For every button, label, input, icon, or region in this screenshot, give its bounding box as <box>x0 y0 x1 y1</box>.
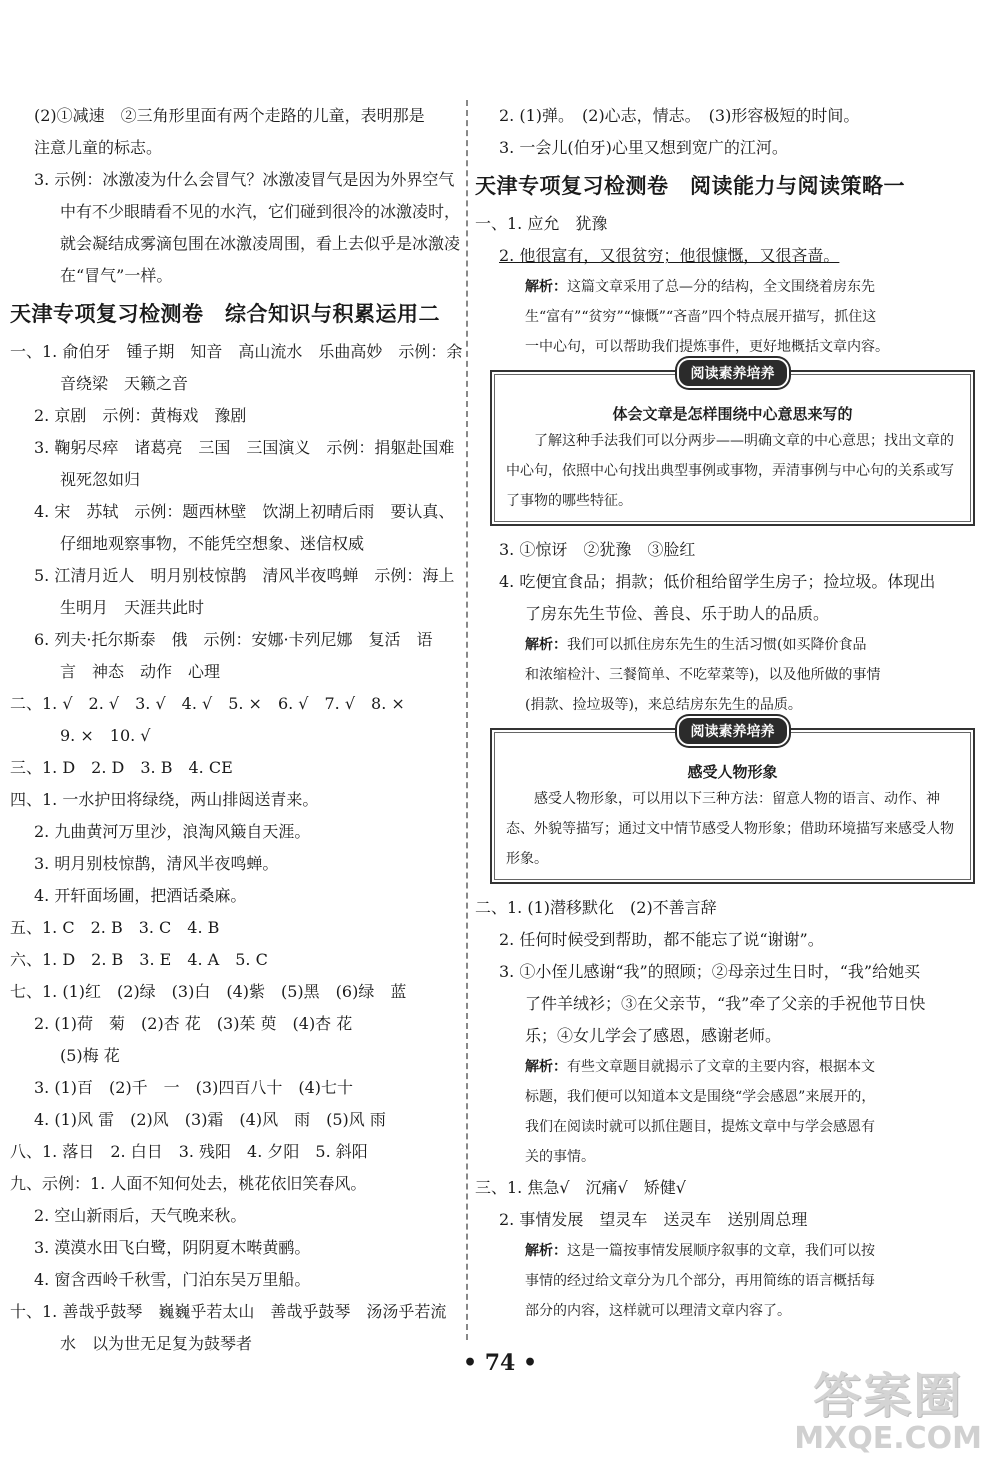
answer-line: 二、1. (1)潜移默化 (2)不善言辞 <box>475 898 717 917</box>
tip-body: 了解这种手法我们可以分两步——明确文章的中心意思；找出文章的中心句，依照中心句找出典型事例或事物，弄清事例与中心句的关系或写了事物的哪些特征。 <box>506 433 954 509</box>
answer-line: 了房东先生节俭、善良、乐于助人的品质。 <box>525 604 830 623</box>
answer-line: 3. 漠漠水田飞白鹭，阴阴夏木啭黄鹂。 <box>34 1238 311 1257</box>
watermark-logo: 答案圈 <box>813 1368 964 1424</box>
answer-line <box>475 240 990 272</box>
answer-line: 乐；④女儿学会了感恩，感谢老师。 <box>525 1026 782 1045</box>
answer-line: 3. 鞠躬尽瘁 诸葛亮 三国 三国演义 示例：捐躯赴国难 <box>34 438 455 457</box>
answer-line: 八、1. 落日 2. 白日 3. 残阳 4. 夕阳 5. 斜阳 <box>10 1142 368 1161</box>
answer-line: 二、1. √ 2. √ 3. √ 4. √ 5. × 6. √ 7. √ 8. × <box>10 694 405 713</box>
answer-line: 2. 空山新雨后，天气晚来秋。 <box>34 1206 247 1225</box>
answer-line: 四、1. 一水护田将绿绕，两山排闼送青来。 <box>10 790 319 809</box>
analysis-line: 部分的内容，这样就可以理清文章内容了。 <box>525 1303 791 1319</box>
answer-line: (5)梅 花 <box>60 1046 120 1065</box>
answer-line: 了件羊绒衫；③在父亲节，“我”牵了父亲的手祝他节日快 <box>525 994 926 1013</box>
answer-line: 3. ①惊讶 ②犹豫 ③脸红 <box>499 540 696 559</box>
answer-line: 一、1. 应允 犹豫 <box>475 214 608 233</box>
tip-body: 感受人物形象，可以用以下三种方法：留意人物的语言、动作、神态、外貌等描写；通过文中情节感受人物形象；借助环境描写来感受人物形象。 <box>506 791 954 867</box>
text-line: 就会凝结成雾滴包围在冰激凌周围，看上去似乎是冰激凌 <box>60 234 461 253</box>
analysis-line <box>475 630 990 660</box>
page-number: • 74 • <box>462 1350 538 1376</box>
analysis-line: (捐款、捡垃圾等)，来总结房东先生的品质。 <box>525 697 802 713</box>
answer-line: 九、示例：1. 人面不知何处去，桃花依旧笑春风。 <box>10 1174 367 1193</box>
answer-line: 言 神态 动作 心理 <box>60 662 221 681</box>
analysis-text: 我们可以抓住房东先生的生活习惯(如买降价食品 <box>567 637 867 653</box>
answer-line: 4. 宋 苏轼 示例：题西林壁 饮湖上初晴后雨 要认真、 <box>34 502 455 521</box>
column-divider <box>466 100 468 1340</box>
answer-line: 仔细地观察事物，不能凭空想象、迷信权威 <box>60 534 365 553</box>
tip-badge: 阅读素养培养 <box>677 358 789 388</box>
analysis-line: 一中心句，可以帮助我们提炼事件，更好地概括文章内容。 <box>525 339 889 355</box>
answer-line: 2. 九曲黄河万里沙，浪淘风簸自天涯。 <box>34 822 311 841</box>
answer-line: 9. × 10. √ <box>60 726 151 745</box>
answer-line: 三、1. D 2. D 3. B 4. CE <box>10 758 233 777</box>
tip-box <box>490 366 975 526</box>
analysis-line <box>475 1052 990 1082</box>
analysis-label: 解析： <box>525 1059 567 1075</box>
answer-line: 三、1. 焦急√ 沉痛√ 矫健√ <box>475 1178 686 1197</box>
answer-line: 4. 开轩面场圃，把酒话桑麻。 <box>34 886 247 905</box>
answer-line: 6. 列夫·托尔斯泰 俄 示例：安娜·卡列尼娜 复活 语 <box>34 630 433 649</box>
analysis-line <box>475 272 990 302</box>
analysis-line: 事情的经过给文章分为几个部分，再用简练的语言概括每 <box>525 1273 875 1289</box>
analysis-label: 解析： <box>525 637 567 653</box>
text-line: 2. (1)弹。 (2)心志，情志。 (3)形容极短的时间。 <box>499 106 860 125</box>
analysis-text: 有些文章题目就揭示了文章的主要内容，根据本文 <box>567 1059 875 1075</box>
text-line: 注意儿童的标志。 <box>34 138 163 157</box>
answer-line: 5. 江清月近人 明月别枝惊鹊 清风半夜鸣蝉 示例：海上 <box>34 566 455 585</box>
tip-box <box>490 724 975 884</box>
answer-line: 音绕梁 天籁之音 <box>60 374 189 393</box>
tip-title: 感受人物形象 <box>687 763 778 781</box>
answer-line: 4. 吃便宜食品；捐款；低价租给留学生房子；捡垃圾。体现出 <box>499 572 936 591</box>
underlined-answer: 2. 他很富有，又很贫穷；他很慷慨，又很吝啬。 <box>499 246 840 265</box>
answer-line: 3. ①小侄儿感谢“我”的照顾；②母亲过生日时，“我”给她买 <box>499 962 921 981</box>
left-column <box>10 100 463 1360</box>
answer-line: 3. (1)百 (2)千 一 (3)四百八十 (4)七十 <box>34 1078 354 1097</box>
analysis-text: 这是一篇按事情发展顺序叙事的文章，我们可以按 <box>567 1243 875 1259</box>
tip-badge: 阅读素养培养 <box>677 716 789 746</box>
text-line: 中有不少眼睛看不见的水汽，它们碰到很冷的冰激凌时， <box>60 202 461 221</box>
section-heading: 天津专项复习检测卷 综合知识与积累运用二 <box>10 301 440 326</box>
answer-line: 五、1. C 2. B 3. C 4. B <box>10 918 220 937</box>
text-line: 3. 一会儿(伯牙)心里又想到宽广的江河。 <box>499 138 788 157</box>
answer-line: 视死忽如归 <box>60 470 141 489</box>
analysis-line <box>475 1236 990 1266</box>
right-column <box>475 100 990 1326</box>
answer-line: 七、1. (1)红 (2)绿 (3)白 (4)紫 (5)黑 (6)绿 蓝 <box>10 982 407 1001</box>
answer-line: 一、1. 俞伯牙 锺子期 知音 高山流水 乐曲高妙 示例：余 <box>10 342 463 361</box>
analysis-line: 我们在阅读时就可以抓住题目，提炼文章中与学会感恩有 <box>525 1119 875 1135</box>
tip-title: 体会文章是怎样围绕中心意思来写的 <box>612 405 853 423</box>
answer-line: 生明月 天涯共此时 <box>60 598 205 617</box>
answer-line: 4. 窗含西岭千秋雪，门泊东吴万里船。 <box>34 1270 311 1289</box>
analysis-label: 解析： <box>525 279 567 295</box>
answer-line: 2. (1)荷 菊 (2)杏 花 (3)茱 萸 (4)杏 花 <box>34 1014 353 1033</box>
watermark <box>794 1370 982 1456</box>
analysis-line: 关的事情。 <box>525 1149 595 1165</box>
analysis-line: 生“富有”“贫穷”“慷慨”“吝啬”四个特点展开描写，抓住这 <box>525 309 877 325</box>
watermark-url: MXQE.COM <box>794 1421 982 1456</box>
answer-line: 3. 明月别枝惊鹊，清风半夜鸣蝉。 <box>34 854 279 873</box>
analysis-text: 这篇文章采用了总—分的结构，全文围绕着房东先 <box>567 279 875 295</box>
text-line: 在“冒气”一样。 <box>60 266 173 285</box>
answer-line: 2. 京剧 示例：黄梅戏 豫剧 <box>34 406 247 425</box>
answer-line: 十、1. 善哉乎鼓琴 巍巍乎若太山 善哉乎鼓琴 汤汤乎若流 <box>10 1302 447 1321</box>
analysis-line: 和浓缩检汁、三餐简单、不吃荤菜等)，以及他所做的事情 <box>525 667 881 683</box>
answer-line: 2. 事情发展 望灵车 送灵车 送别周总理 <box>499 1210 808 1229</box>
answer-line: 六、1. D 2. B 3. E 4. A 5. C <box>10 950 268 969</box>
text-line: 3. 示例：冰激凌为什么会冒气？冰激凌冒气是因为外界空气 <box>34 170 455 189</box>
section-heading: 天津专项复习检测卷 阅读能力与阅读策略一 <box>475 173 905 198</box>
analysis-line: 标题，我们便可以知道本文是围绕“学会感恩”来展开的， <box>525 1089 876 1105</box>
answer-line: 水 以为世无足复为鼓琴者 <box>60 1334 253 1353</box>
answer-line: 4. (1)风 雷 (2)风 (3)霜 (4)风 雨 (5)风 雨 <box>34 1110 386 1129</box>
text-line: (2)①减速 ②三角形里面有两个走路的儿童，表明那是 <box>34 106 425 125</box>
answer-line: 2. 任何时候受到帮助，都不能忘了说“谢谢”。 <box>499 930 824 949</box>
analysis-label: 解析： <box>525 1243 567 1259</box>
